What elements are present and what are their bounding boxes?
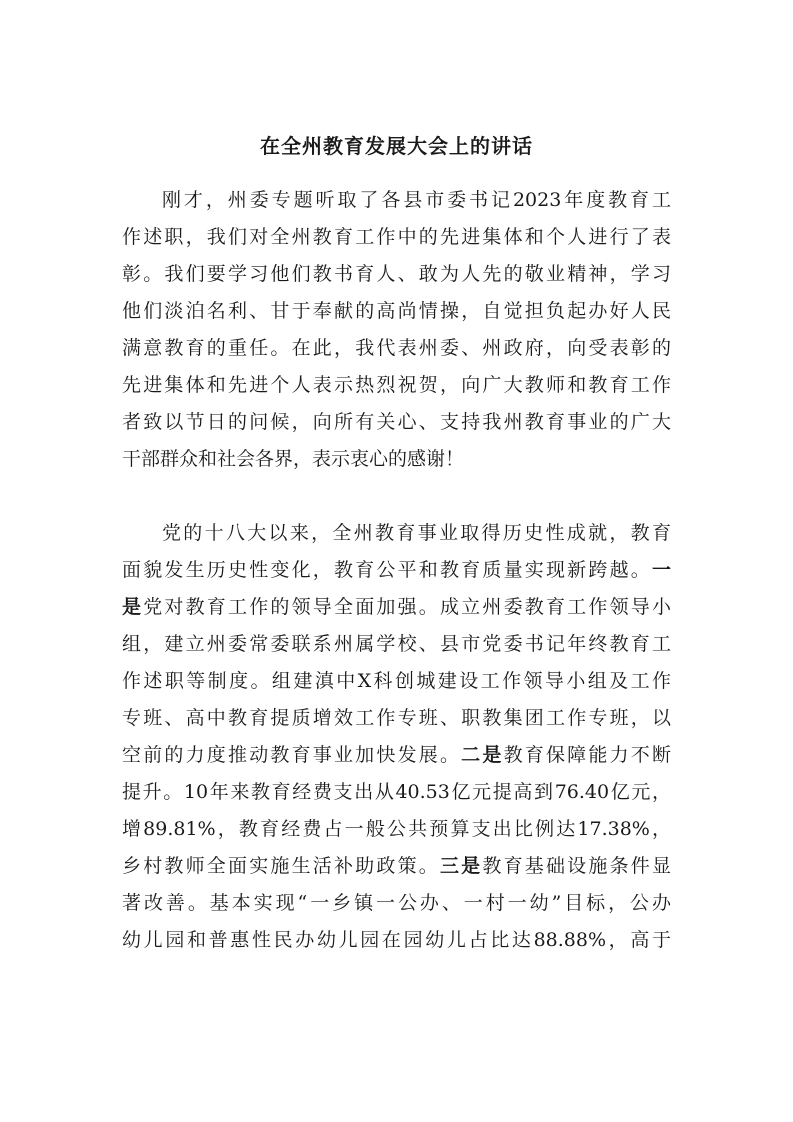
paragraph-line: 增89.81%，教育经费占一般公共预算支出比例达17.38%， xyxy=(122,818,671,840)
emphasis-ordinal: 是 xyxy=(122,596,144,618)
paragraph-line: 彰。我们要学习他们教书育人、敢为人先的敬业精神，学习 xyxy=(122,263,671,285)
paragraph-line: 面貌发生历史性变化，教育公平和教育质量实现新跨越。一 xyxy=(122,559,671,581)
paragraph-line: 干部群众和社会各界，表示衷心的感谢！ xyxy=(122,448,465,470)
paragraph-line: 党的十八大以来，全州教育事业取得历史性成就，教育 xyxy=(162,522,671,544)
paragraph-line: 他们淡泊名利、甘于奉献的高尚情操，自觉担负起办好人民 xyxy=(122,300,671,322)
emphasis-ordinal: 一 xyxy=(651,559,671,581)
paragraph-line: 空前的力度推动教育事业加快发展。二是教育保障能力不断 xyxy=(122,744,671,766)
paragraph-line: 作述职等制度。组建滇中X科创城建设工作领导小组及工作 xyxy=(122,670,671,692)
paragraph-line: 作述职，我们对全州教育工作中的先进集体和个人进行了表 xyxy=(122,226,671,248)
paragraph-line: 先进集体和先进个人表示热烈祝贺，向广大教师和教育工作 xyxy=(122,374,671,396)
paragraph-line: 是党对教育工作的领导全面加强。成立州委教育工作领导小 xyxy=(122,596,671,618)
paragraph-line: 满意教育的重任。在此，我代表州委、州政府，向受表彰的 xyxy=(122,337,671,359)
paragraph-line: 提升。10年来教育经费支出从40.53亿元提高到76.40亿元， xyxy=(122,781,671,803)
paragraph-line: 幼儿园和普惠性民办幼儿园在园幼儿占比达88.88%，高于 xyxy=(122,929,671,951)
document-title: 在全州教育发展大会上的讲话 xyxy=(260,134,533,158)
paragraph-line: 者致以节日的问候，向所有关心、支持我州教育事业的广大 xyxy=(122,411,671,433)
emphasis-ordinal: 三是 xyxy=(439,855,483,877)
paragraph-line: 组，建立州委常委联系州属学校、县市党委书记年终教育工 xyxy=(122,633,671,655)
emphasis-ordinal: 二是 xyxy=(461,744,504,766)
paragraph-line: 著改善。基本实现“一乡镇一公办、一村一幼”目标，公办 xyxy=(122,892,671,914)
paragraph-line: 专班、高中教育提质增效工作专班、职教集团工作专班，以 xyxy=(122,707,671,729)
paragraph-line: 刚才，州委专题听取了各县市委书记2023年度教育工 xyxy=(162,189,671,211)
paragraph-line: 乡村教师全面实施生活补助政策。三是教育基础设施条件显 xyxy=(122,855,671,877)
